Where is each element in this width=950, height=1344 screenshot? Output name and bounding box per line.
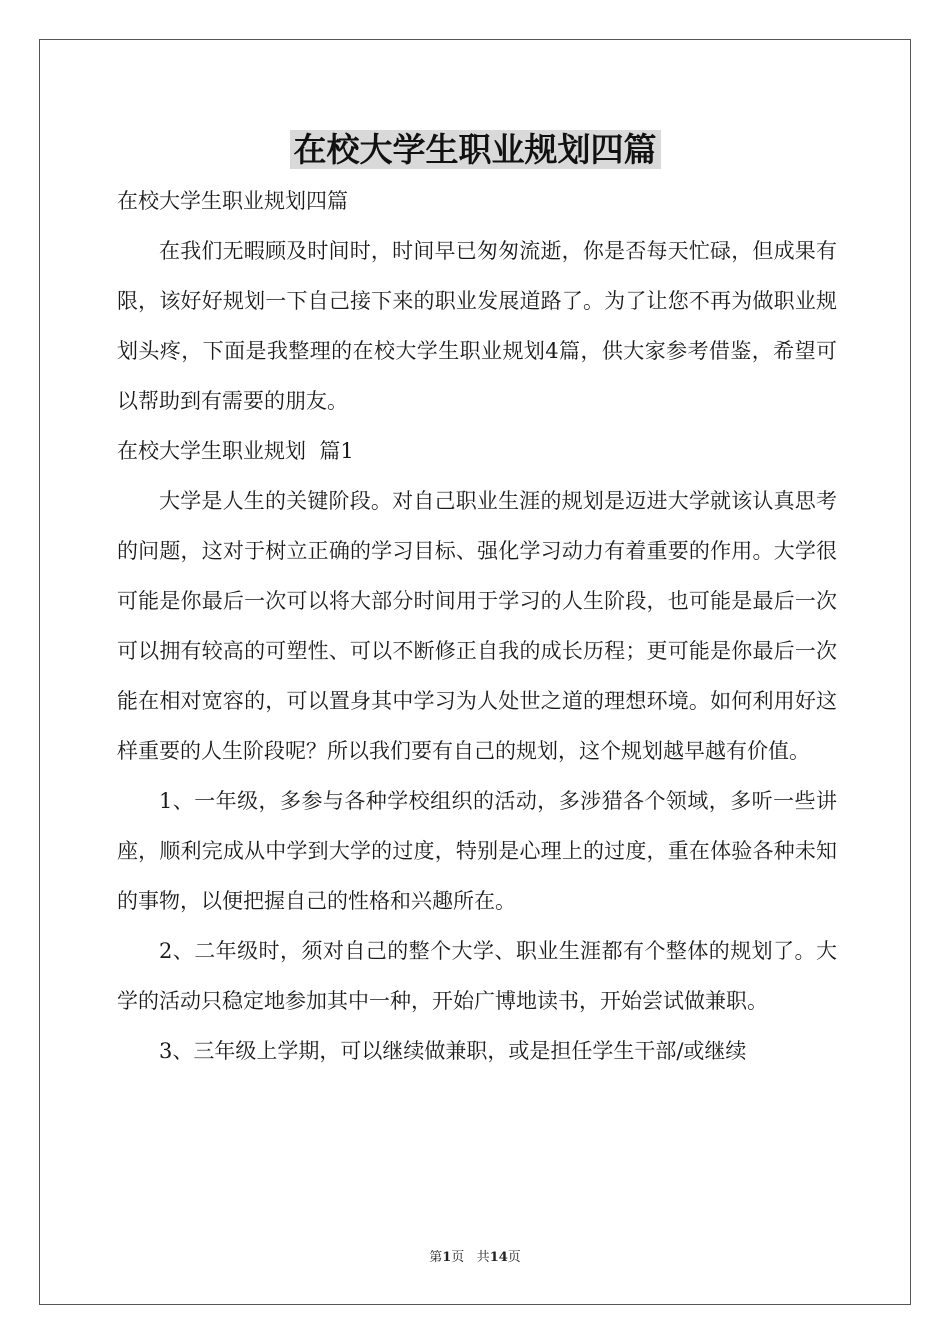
section-paragraph-4: 3、三年级上学期，可以继续做兼职，或是担任学生干部/或继续 <box>159 1039 747 1063</box>
page-footer <box>0 1246 950 1265</box>
document-subtitle: 在校大学生职业规划四篇 <box>117 189 348 213</box>
intro-paragraph: 在我们无暇顾及时间时，时间早已匆匆流逝，你是否每天忙碌，但成果有限，该好好规划一下自己接下来的职业发展道路了。为了让您不再为做职业规划头疼，下面是我整理的在校大学生职业规划4篇，供大家参考借鉴，希望可以帮助到有需要的朋友。 <box>117 239 837 413</box>
footer-prefix: 第 <box>429 1250 443 1265</box>
footer-page-number: 1 <box>442 1250 452 1265</box>
section-paragraph-1: 大学是人生的关键阶段。对自己职业生涯的规划是迈进大学就该认真思考的问题，这对于树立正确的学习目标、强化学习动力有着重要的作用。大学很可能是你最后一次可以将大部分时间用于学习的人生阶段，也可能是最后一次可以拥有较高的可塑性、可以不断修正自我的成长历程；更可能是你最后一次能在相对宽容的，可以置身其中学习为人处世之道的理想环境。如何利用好这样重要的人生阶段呢？所以我们要有自己的规划，这个规划越早越有价值。 <box>117 489 837 763</box>
footer-total-pages: 14 <box>489 1250 508 1265</box>
section-paragraph-2: 1、一年级，多参与各种学校组织的活动，多涉猎各个领域，多听一些讲座，顺利完成从中学到大学的过度，特别是心理上的过度，重在体验各种未知的事物，以便把握自己的性格和兴趣所在。 <box>117 789 837 913</box>
section-heading: 在校大学生职业规划 篇1 <box>117 439 354 463</box>
section-paragraph-3: 2、二年级时，须对自己的整个大学、职业生涯都有个整体的规划了。大学的活动只稳定地参加其中一种，开始广博地读书，开始尝试做兼职。 <box>117 939 837 1013</box>
footer-total-prefix: 共 <box>476 1250 490 1265</box>
footer-page-suffix: 页 <box>451 1250 465 1265</box>
document-body <box>117 176 837 1076</box>
document-title-text: 在校大学生职业规划四篇 <box>290 130 661 169</box>
footer-total-suffix: 页 <box>507 1250 521 1265</box>
document-title <box>0 124 950 176</box>
